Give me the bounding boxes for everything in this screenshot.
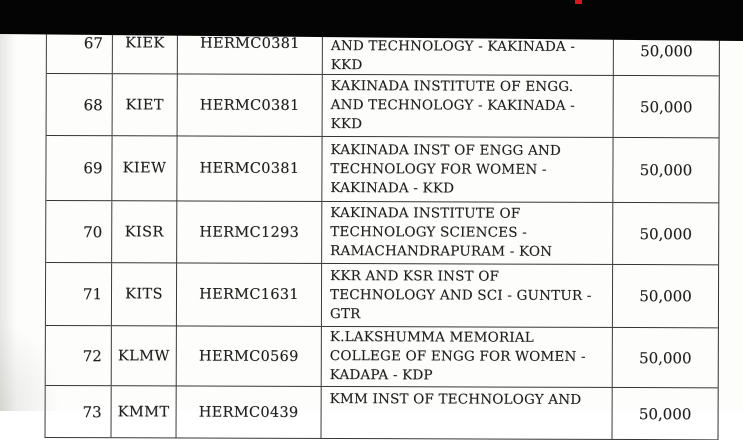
- fee-amount-cell: 50,000: [638, 404, 692, 423]
- table-row: [47, 74, 719, 138]
- institution-name-cell: KAKINADA INST OF ENGG AND TECHNOLOGY FOR WOMEN - KAKINADA - KKD: [322, 137, 613, 202]
- fee-amount-cell: 50,000: [639, 161, 693, 180]
- serial-number-cell: 68: [47, 74, 113, 135]
- table-row: [46, 201, 718, 265]
- table-row: [46, 136, 718, 203]
- institution-name-cell: KAKINADA INSTITUTE OF TECHNOLOGY SCIENCES - RAMACHANDRAPURAM - KON: [322, 202, 613, 264]
- serial-number-cell: 67: [47, 12, 113, 74]
- institution-code-cell: KMMT: [112, 386, 177, 437]
- institution-code-cell: KLMW: [112, 326, 177, 385]
- institution-code-cell: KIEW: [112, 136, 177, 200]
- fee-amount-cell: 50,000: [639, 97, 693, 116]
- institution-code-cell: KISR: [112, 201, 177, 262]
- hermc-code-cell: HERMC0569: [177, 326, 322, 386]
- hermc-code-cell: HERMC1293: [177, 201, 322, 263]
- serial-number-cell: 70: [46, 201, 112, 262]
- serial-number-cell: 71: [46, 263, 112, 325]
- institution-name-cell: KKR AND KSR INST OF TECHNOLOGY AND SCI - GUNTUR - GTR: [322, 264, 613, 327]
- serial-number-cell: 72: [46, 326, 112, 385]
- hermc-code-cell: HERMC0439: [177, 386, 322, 438]
- institution-name-cell: KMM INST OF TECHNOLOGY AND: [322, 387, 613, 439]
- institution-code-cell: KITS: [112, 263, 177, 325]
- table-row: [46, 326, 718, 388]
- hermc-code-cell: HERMC0381: [178, 74, 323, 136]
- institution-name-cell: K.LAKSHUMMA MEMORIAL COLLEGE OF ENGG FOR WOMEN - KADAPA - KDP: [322, 327, 613, 387]
- hermc-code-cell: HERMC1631: [177, 263, 322, 326]
- institution-name-cell: AND TECHNOLOGY - KAKINADA - KKD: [323, 13, 614, 76]
- table-row: [46, 263, 718, 328]
- hermc-code-cell: HERMC0381: [177, 136, 322, 201]
- table-container: [45, 11, 720, 440]
- red-cursor-mark: [575, 0, 582, 4]
- fee-amount-cell: 50,000: [639, 224, 693, 243]
- serial-number-cell: 69: [46, 136, 112, 200]
- table-row: [46, 386, 718, 440]
- institution-name-cell: KAKINADA INSTITUTE OF ENGG. AND TECHNOLOGY - KAKINADA - KKD: [323, 75, 614, 137]
- hermc-code-cell: HERMC0381: [178, 12, 323, 75]
- fee-amount-cell: 50,000: [640, 42, 693, 61]
- institution-code-cell: KIET: [113, 74, 178, 135]
- serial-number-cell: 73: [46, 386, 112, 437]
- institution-code-cell: KIEK: [113, 12, 178, 74]
- fee-amount-cell: 50,000: [639, 287, 692, 306]
- fee-amount-cell: 50,000: [639, 348, 692, 367]
- institutions-fee-table: [45, 11, 720, 440]
